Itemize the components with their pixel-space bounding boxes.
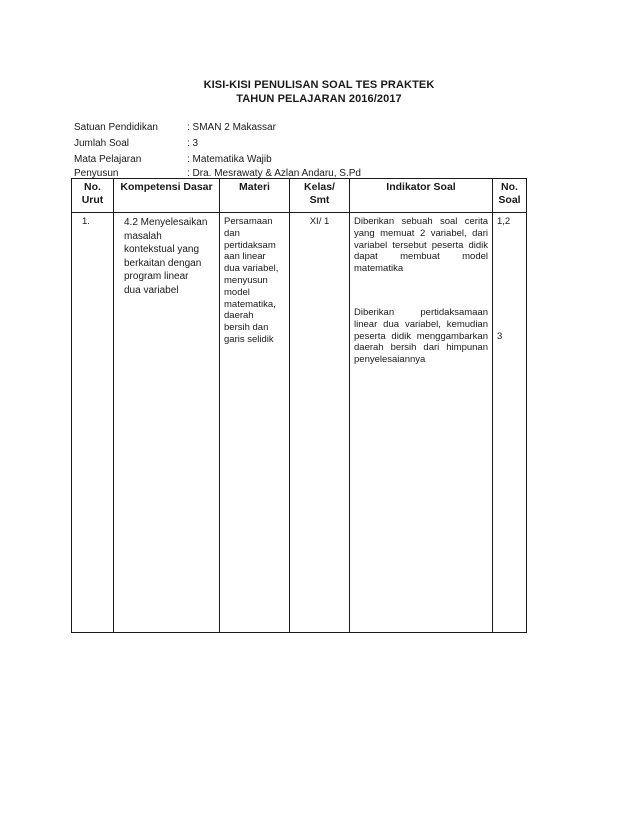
- table-header-row: [72, 179, 527, 213]
- indikator-text: Diberikan pertidaksamaan linear dua variabel, kemudian peserta didik menggambarkan daerah bersih dari himpunan penyelesaiannya: [354, 306, 488, 366]
- cell-no-soal: [493, 213, 527, 633]
- info-label: Penyusun: [74, 168, 119, 179]
- materi-line: aan linear: [224, 251, 266, 263]
- materi-line: dan: [224, 227, 240, 239]
- header-text: Urut: [81, 194, 104, 206]
- materi-line: matematika,: [224, 298, 276, 310]
- header-materi: Materi: [220, 179, 290, 213]
- header-no-urut: [72, 179, 114, 213]
- header-kompetensi-dasar: Kompetensi Dasar: [114, 179, 220, 213]
- info-value: : SMAN 2 Makassar: [187, 122, 276, 133]
- kompetensi-line: berkaitan dengan: [124, 257, 202, 269]
- cell-no-urut: [72, 213, 114, 633]
- cell-materi: [220, 213, 290, 633]
- header-text: Smt: [309, 194, 330, 206]
- materi-line: Persamaan: [224, 216, 273, 227]
- no-soal-value: 3: [497, 330, 503, 342]
- indikator-text: Diberikan sebuah soal cerita yang memuat 2 variabel, dari variabel tersebut peserta didik dapat membuat model matematika: [354, 216, 488, 275]
- header-text: Kelas/: [304, 181, 335, 193]
- kompetensi-line: dua variabel: [124, 284, 179, 296]
- row-number: 1.: [82, 216, 90, 227]
- materi-line: daerah: [224, 310, 254, 322]
- materi-line: bersih dan: [224, 322, 269, 334]
- header-text: No.: [501, 181, 518, 193]
- header-text: Soal: [498, 194, 521, 206]
- header-text: No.: [84, 181, 101, 193]
- title-line-2: TAHUN PELAJARAN 2016/2017: [236, 93, 402, 105]
- materi-line: garis selidik: [224, 333, 274, 345]
- no-soal-value: 1,2: [497, 216, 511, 227]
- kelas-value: XI/ 1: [309, 216, 330, 227]
- cell-kelas-smt: [290, 213, 350, 633]
- cell-indikator-soal: [350, 213, 493, 633]
- table-row: [72, 213, 527, 633]
- materi-line: dua variabel,: [224, 263, 279, 275]
- info-value: : 3: [187, 138, 199, 149]
- materi-line: pertidaksam: [224, 239, 276, 251]
- header-kelas-smt: [290, 179, 350, 213]
- info-label: Jumlah Soal: [74, 138, 130, 149]
- title-line-1: KISI-KISI PENULISAN SOAL TES PRAKTEK: [203, 79, 435, 91]
- info-label: Mata Pelajaran: [74, 154, 142, 165]
- info-value: : Dra. Mesrawaty & Azlan Andaru, S.Pd: [187, 168, 361, 179]
- kompetensi-line: masalah: [124, 230, 162, 242]
- cell-kompetensi-dasar: [114, 213, 220, 633]
- header-no-soal: [493, 179, 527, 213]
- header-indikator-soal: Indikator Soal: [350, 179, 493, 213]
- materi-line: model: [224, 286, 250, 298]
- kompetensi-line: kontekstual yang: [124, 244, 200, 256]
- info-label: Satuan Pendidikan: [74, 122, 158, 133]
- kompetensi-line: 4.2 Menyelesaikan: [124, 217, 208, 228]
- info-value: : Matematika Wajib: [187, 154, 272, 165]
- kisi-kisi-table: [71, 178, 527, 633]
- materi-line: menyusun: [224, 274, 268, 286]
- kompetensi-line: program linear: [124, 271, 189, 283]
